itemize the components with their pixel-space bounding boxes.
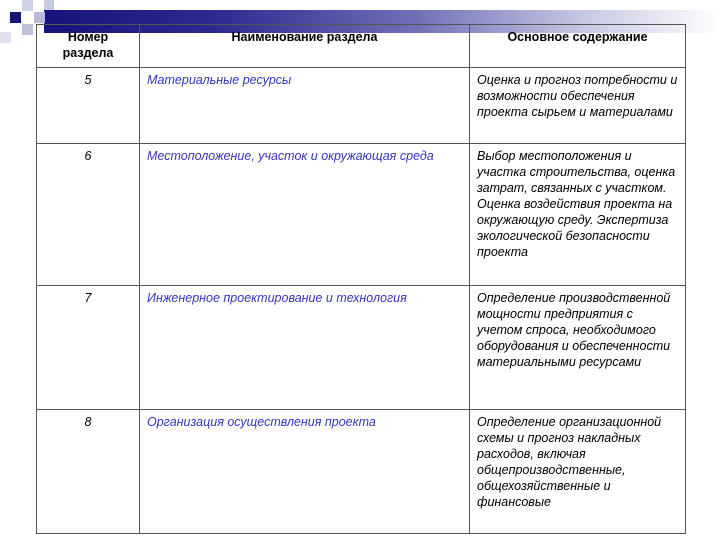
table-header-row	[37, 25, 686, 68]
header-name: Наименование раздела	[140, 25, 470, 68]
table-row	[37, 68, 686, 144]
decor-square	[34, 12, 45, 23]
decor-square	[22, 24, 33, 35]
row-content: Определение производственной мощности предприятия с учетом спроса, необходимого оборудования и обеспеченности материальными ресурсами	[470, 286, 686, 410]
row-name: Инженерное проектирование и технология	[140, 286, 470, 410]
decor-square	[44, 0, 54, 10]
table-row	[37, 286, 686, 410]
row-content: Оценка и прогноз потребности и возможности обеспечения проекта сырьем и материалами	[470, 68, 686, 144]
row-number: 7	[37, 286, 140, 410]
row-name: Материальные ресурсы	[140, 68, 470, 144]
decor-square	[22, 0, 33, 11]
header-content: Основное содержание	[470, 25, 686, 68]
row-content: Определение организационной схемы и прогноз накладных расходов, включая общепроизводственные, общехозяйственные и финансовые	[470, 410, 686, 534]
row-content: Выбор местоположения и участка строительства, оценка затрат, связанных с участком. Оценка воздействия проекта на окружающую среду. Экспертиза экологической безопасности проекта	[470, 144, 686, 286]
decor-square	[10, 12, 21, 23]
row-number: 5	[37, 68, 140, 144]
row-number: 6	[37, 144, 140, 286]
row-number: 8	[37, 410, 140, 534]
row-name: Местоположение, участок и окружающая среда	[140, 144, 470, 286]
sections-table	[36, 24, 686, 534]
header-number: Номер раздела	[37, 25, 140, 68]
table-row	[37, 144, 686, 286]
table-row	[37, 410, 686, 534]
decor-square	[0, 32, 11, 43]
row-name: Организация осуществления проекта	[140, 410, 470, 534]
